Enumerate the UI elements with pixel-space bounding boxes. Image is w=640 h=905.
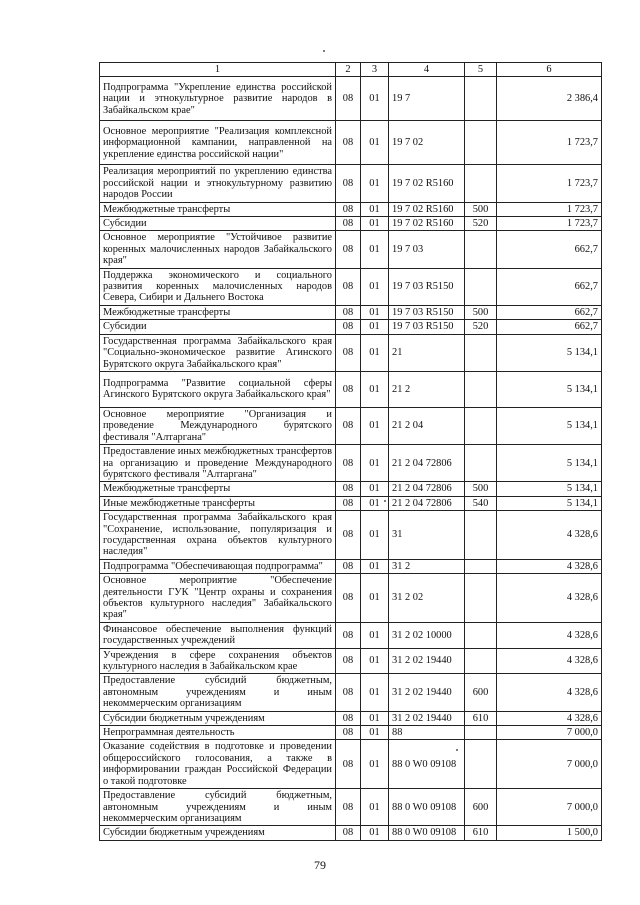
row-name-cell: Учреждения в сфере сохранения объектов культурного наследия в Забайкальском крае bbox=[100, 648, 336, 674]
row-section-cell: 08 bbox=[336, 559, 361, 573]
row-section-cell: 08 bbox=[336, 121, 361, 165]
row-section-cell: 08 bbox=[336, 740, 361, 789]
row-subsection-cell: 01 bbox=[361, 121, 389, 165]
row-name-cell: Субсидии бюджетным учреждениям bbox=[100, 826, 336, 840]
row-expense-type-cell bbox=[465, 648, 497, 674]
row-expense-type-cell bbox=[465, 371, 497, 407]
row-subsection-cell: 01 bbox=[361, 674, 389, 711]
row-amount-cell: 7 000,0 bbox=[497, 789, 602, 826]
table-row bbox=[100, 202, 602, 216]
row-expense-type-cell bbox=[465, 165, 497, 202]
row-name-cell: Предоставление субсидий бюджетным, автономным учреждениям и иным некоммерческим организациям bbox=[100, 674, 336, 711]
row-subsection-cell: 01 bbox=[361, 371, 389, 407]
row-section-cell: 08 bbox=[336, 371, 361, 407]
row-amount-cell: 662,7 bbox=[497, 305, 602, 319]
row-subsection-cell: 01 bbox=[361, 482, 389, 496]
row-section-cell: 08 bbox=[336, 674, 361, 711]
row-amount-cell: 4 328,6 bbox=[497, 648, 602, 674]
row-name-cell: Основное мероприятие "Реализация комплексной информационной кампании, направленной на укрепление единства российской нации" bbox=[100, 121, 336, 165]
row-subsection-cell: 01 bbox=[361, 496, 389, 510]
row-amount-cell: 5 134,1 bbox=[497, 334, 602, 371]
row-name-cell: Межбюджетные трансферты bbox=[100, 202, 336, 216]
row-expense-type-cell: 540 bbox=[465, 496, 497, 510]
row-section-cell: 08 bbox=[336, 231, 361, 268]
column-header-subsection: 3 bbox=[361, 63, 389, 77]
table-row bbox=[100, 121, 602, 165]
table-row bbox=[100, 305, 602, 319]
row-name-cell: Субсидии bbox=[100, 320, 336, 334]
row-subsection-cell: 01 bbox=[361, 711, 389, 725]
row-name-cell: Подпрограмма "Обеспечивающая подпрограмма" bbox=[100, 559, 336, 573]
row-name-cell: Субсидии бюджетным учреждениям bbox=[100, 711, 336, 725]
row-expense-type-cell: 500 bbox=[465, 202, 497, 216]
row-section-cell: 08 bbox=[336, 202, 361, 216]
row-section-cell: 08 bbox=[336, 334, 361, 371]
row-name-cell: Подпрограмма "Развитие социальной сферы Агинского Бурятского округа Забайкальского края" bbox=[100, 371, 336, 407]
row-amount-cell: 2 386,4 bbox=[497, 77, 602, 121]
row-subsection-cell: 01 bbox=[361, 740, 389, 789]
row-amount-cell: 4 328,6 bbox=[497, 574, 602, 623]
table-row bbox=[100, 648, 602, 674]
row-subsection-cell: 01 bbox=[361, 511, 389, 560]
column-header-amount: 6 bbox=[497, 63, 602, 77]
row-target-article-cell: 31 2 02 19440 bbox=[389, 674, 465, 711]
table-row bbox=[100, 482, 602, 496]
row-target-article-cell: 88 0 W0 09108 bbox=[389, 740, 465, 789]
row-section-cell: 08 bbox=[336, 165, 361, 202]
row-amount-cell: 1 723,7 bbox=[497, 121, 602, 165]
row-expense-type-cell bbox=[465, 511, 497, 560]
row-expense-type-cell bbox=[465, 726, 497, 740]
row-subsection-cell: 01 bbox=[361, 77, 389, 121]
row-amount-cell: 4 328,6 bbox=[497, 674, 602, 711]
row-name-cell: Межбюджетные трансферты bbox=[100, 305, 336, 319]
table-row bbox=[100, 740, 602, 789]
column-header-name: 1 bbox=[100, 63, 336, 77]
row-subsection-cell: 01 bbox=[361, 320, 389, 334]
row-section-cell: 08 bbox=[336, 77, 361, 121]
row-expense-type-cell bbox=[465, 334, 497, 371]
row-section-cell: 08 bbox=[336, 305, 361, 319]
row-name-cell: Предоставление субсидий бюджетным, автономным учреждениям и иным некоммерческим организациям bbox=[100, 789, 336, 826]
row-amount-cell: 5 134,1 bbox=[497, 407, 602, 444]
row-expense-type-cell: 520 bbox=[465, 320, 497, 334]
row-expense-type-cell: 500 bbox=[465, 305, 497, 319]
row-amount-cell: 4 328,6 bbox=[497, 622, 602, 648]
row-section-cell: 08 bbox=[336, 648, 361, 674]
row-target-article-cell: 21 2 04 bbox=[389, 407, 465, 444]
row-name-cell: Основное мероприятие "Организация и проведение Международного бурятского фестиваля "Алтаргана" bbox=[100, 407, 336, 444]
row-name-cell: Иные межбюджетные трансферты bbox=[100, 496, 336, 510]
row-target-article-cell: 21 2 bbox=[389, 371, 465, 407]
row-subsection-cell: 01 bbox=[361, 445, 389, 482]
row-amount-cell: 1 723,7 bbox=[497, 217, 602, 231]
row-subsection-cell: 01 bbox=[361, 268, 389, 305]
row-amount-cell: 4 328,6 bbox=[497, 711, 602, 725]
row-subsection-cell: 01 bbox=[361, 622, 389, 648]
row-name-cell: Субсидии bbox=[100, 217, 336, 231]
row-target-article-cell: 31 2 02 19440 bbox=[389, 648, 465, 674]
row-expense-type-cell: 520 bbox=[465, 217, 497, 231]
row-subsection-cell: 01 bbox=[361, 202, 389, 216]
table-row bbox=[100, 511, 602, 560]
row-subsection-cell: 01 bbox=[361, 648, 389, 674]
row-subsection-cell: 01 bbox=[361, 726, 389, 740]
row-amount-cell: 5 134,1 bbox=[497, 371, 602, 407]
row-expense-type-cell bbox=[465, 559, 497, 573]
table-row bbox=[100, 320, 602, 334]
row-section-cell: 08 bbox=[336, 511, 361, 560]
table-row bbox=[100, 334, 602, 371]
row-section-cell: 08 bbox=[336, 789, 361, 826]
row-target-article-cell: 21 2 04 72806 bbox=[389, 482, 465, 496]
table-row bbox=[100, 268, 602, 305]
row-subsection-cell: 01 bbox=[361, 334, 389, 371]
row-amount-cell: 7 000,0 bbox=[497, 740, 602, 789]
table-row bbox=[100, 217, 602, 231]
row-name-cell: Государственная программа Забайкальского края "Социально-экономическое развитие Агинского Бурятского округа Забайкальского края" bbox=[100, 334, 336, 371]
table-row bbox=[100, 445, 602, 482]
row-target-article-cell: 21 2 04 72806 bbox=[389, 445, 465, 482]
row-amount-cell: 7 000,0 bbox=[497, 726, 602, 740]
row-target-article-cell: 19 7 02 R5160 bbox=[389, 217, 465, 231]
column-header-target-article: 4 bbox=[389, 63, 465, 77]
row-name-cell: Поддержка экономического и социального развития коренных малочисленных народов Севера, Сибири и Дальнего Востока bbox=[100, 268, 336, 305]
row-amount-cell: 4 328,6 bbox=[497, 511, 602, 560]
row-target-article-cell: 31 2 02 bbox=[389, 574, 465, 623]
column-header-section: 2 bbox=[336, 63, 361, 77]
row-name-cell: Основное мероприятие "Обеспечение деятельности ГУК "Центр охраны и сохранения объектов культурного наследия" Забайкальского края" bbox=[100, 574, 336, 623]
row-amount-cell: 5 134,1 bbox=[497, 482, 602, 496]
row-expense-type-cell bbox=[465, 740, 497, 789]
row-amount-cell: 4 328,6 bbox=[497, 559, 602, 573]
row-target-article-cell: 88 0 W0 09108 bbox=[389, 826, 465, 840]
row-amount-cell: 662,7 bbox=[497, 231, 602, 268]
row-expense-type-cell bbox=[465, 445, 497, 482]
table-row bbox=[100, 789, 602, 826]
table-row bbox=[100, 711, 602, 725]
row-expense-type-cell: 610 bbox=[465, 826, 497, 840]
row-target-article-cell: 31 2 bbox=[389, 559, 465, 573]
row-subsection-cell: 01 bbox=[361, 217, 389, 231]
row-expense-type-cell bbox=[465, 77, 497, 121]
row-target-article-cell: 19 7 bbox=[389, 77, 465, 121]
table-row bbox=[100, 77, 602, 121]
row-section-cell: 08 bbox=[336, 726, 361, 740]
row-section-cell: 08 bbox=[336, 268, 361, 305]
row-expense-type-cell bbox=[465, 622, 497, 648]
row-section-cell: 08 bbox=[336, 622, 361, 648]
row-section-cell: 08 bbox=[336, 482, 361, 496]
table-row bbox=[100, 496, 602, 510]
row-target-article-cell: 21 2 04 72806 bbox=[389, 496, 465, 510]
table-row bbox=[100, 371, 602, 407]
row-target-article-cell: 31 2 02 10000 bbox=[389, 622, 465, 648]
row-name-cell: Предоставление иных межбюджетных трансфертов на организацию и проведение Международного бурятского фестиваля "Алтаргана" bbox=[100, 445, 336, 482]
row-target-article-cell: 88 0 W0 09108 bbox=[389, 789, 465, 826]
row-expense-type-cell bbox=[465, 574, 497, 623]
row-target-article-cell: 19 7 03 R5150 bbox=[389, 305, 465, 319]
row-target-article-cell: 19 7 03 R5150 bbox=[389, 320, 465, 334]
table-row bbox=[100, 559, 602, 573]
row-amount-cell: 1 723,7 bbox=[497, 165, 602, 202]
row-target-article-cell: 88 bbox=[389, 726, 465, 740]
row-name-cell: Реализация мероприятий по укреплению единства российской нации и этнокультурному развитию народов России bbox=[100, 165, 336, 202]
row-subsection-cell: 01 bbox=[361, 165, 389, 202]
row-target-article-cell: 31 2 02 19440 bbox=[389, 711, 465, 725]
row-name-cell: Межбюджетные трансферты bbox=[100, 482, 336, 496]
row-target-article-cell: 31 bbox=[389, 511, 465, 560]
row-section-cell: 08 bbox=[336, 711, 361, 725]
row-subsection-cell: 01 bbox=[361, 574, 389, 623]
row-target-article-cell: 19 7 02 R5160 bbox=[389, 165, 465, 202]
table-row bbox=[100, 407, 602, 444]
table-row bbox=[100, 231, 602, 268]
row-section-cell: 08 bbox=[336, 217, 361, 231]
row-expense-type-cell: 600 bbox=[465, 789, 497, 826]
row-name-cell: Оказание содействия в подготовке и проведении общероссийского голосования, а также в информировании граждан Российской Федерации о такой подготовке bbox=[100, 740, 336, 789]
row-section-cell: 08 bbox=[336, 496, 361, 510]
row-target-article-cell: 19 7 03 R5150 bbox=[389, 268, 465, 305]
table-row bbox=[100, 622, 602, 648]
row-name-cell: Непрограммная деятельность bbox=[100, 726, 336, 740]
row-subsection-cell: 01 bbox=[361, 826, 389, 840]
row-name-cell: Основное мероприятие "Устойчивое развитие коренных малочисленных народов Забайкальского края" bbox=[100, 231, 336, 268]
row-section-cell: 08 bbox=[336, 574, 361, 623]
budget-table bbox=[99, 62, 602, 841]
table-row bbox=[100, 826, 602, 840]
row-subsection-cell: 01 bbox=[361, 305, 389, 319]
table-row bbox=[100, 165, 602, 202]
row-section-cell: 08 bbox=[336, 407, 361, 444]
row-subsection-cell: 01 bbox=[361, 407, 389, 444]
scan-speck bbox=[323, 50, 325, 52]
row-target-article-cell: 19 7 03 bbox=[389, 231, 465, 268]
row-subsection-cell: 01 bbox=[361, 231, 389, 268]
row-expense-type-cell: 500 bbox=[465, 482, 497, 496]
row-amount-cell: 5 134,1 bbox=[497, 496, 602, 510]
row-expense-type-cell bbox=[465, 268, 497, 305]
row-section-cell: 08 bbox=[336, 826, 361, 840]
table-header-row bbox=[100, 63, 602, 77]
row-amount-cell: 662,7 bbox=[497, 268, 602, 305]
row-amount-cell: 662,7 bbox=[497, 320, 602, 334]
row-target-article-cell: 19 7 02 bbox=[389, 121, 465, 165]
page-number: 79 bbox=[314, 858, 326, 872]
row-section-cell: 08 bbox=[336, 445, 361, 482]
row-expense-type-cell bbox=[465, 121, 497, 165]
table-row bbox=[100, 574, 602, 623]
row-expense-type-cell: 600 bbox=[465, 674, 497, 711]
row-expense-type-cell bbox=[465, 231, 497, 268]
column-header-expense-type: 5 bbox=[465, 63, 497, 77]
row-name-cell: Подпрограмма "Укрепление единства российской нации и этнокультурное развитие народов в Забайкальском крае" bbox=[100, 77, 336, 121]
row-subsection-cell: 01 bbox=[361, 559, 389, 573]
row-subsection-cell: 01 bbox=[361, 789, 389, 826]
row-amount-cell: 1 500,0 bbox=[497, 826, 602, 840]
row-amount-cell: 5 134,1 bbox=[497, 445, 602, 482]
budget-table-sheet bbox=[99, 62, 601, 841]
row-amount-cell: 1 723,7 bbox=[497, 202, 602, 216]
row-target-article-cell: 19 7 02 R5160 bbox=[389, 202, 465, 216]
row-name-cell: Финансовое обеспечение выполнения функций государственных учреждений bbox=[100, 622, 336, 648]
row-expense-type-cell bbox=[465, 407, 497, 444]
row-name-cell: Государственная программа Забайкальского края "Сохранение, использование, популяризация и государственная охрана объектов культурного наследия" bbox=[100, 511, 336, 560]
row-section-cell: 08 bbox=[336, 320, 361, 334]
table-row bbox=[100, 726, 602, 740]
row-expense-type-cell: 610 bbox=[465, 711, 497, 725]
table-row bbox=[100, 674, 602, 711]
row-target-article-cell: 21 bbox=[389, 334, 465, 371]
